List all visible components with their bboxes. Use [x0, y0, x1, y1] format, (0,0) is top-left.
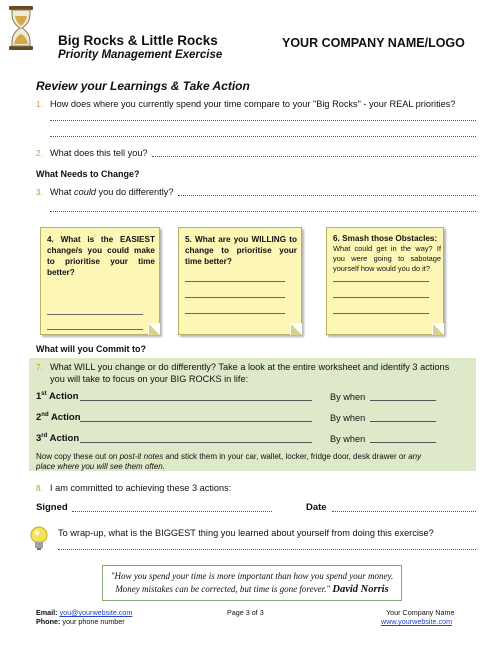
note-text: 5. What are you WILLING to change to prioritise your time better?: [185, 235, 297, 266]
action-row-1: [36, 391, 79, 402]
by-when-label: By when: [330, 413, 366, 423]
question-emphasis: could: [74, 187, 96, 197]
answer-line[interactable]: [47, 329, 143, 330]
quote-line-1: "How you spend your time is more important than how you spend your money.: [110, 571, 394, 581]
question-number: 3.: [36, 188, 43, 197]
by-when-label: By when: [330, 392, 366, 402]
instruction-emphasis: post-it notes: [119, 452, 164, 461]
signature-field[interactable]: [72, 511, 272, 512]
question-8: [36, 483, 231, 493]
action-row-3: [36, 433, 79, 444]
question-number: 1.: [36, 100, 43, 109]
email-label: Email:: [36, 608, 58, 617]
action-ordinal: rd: [41, 433, 48, 439]
question-text: I am committed to achieving these 3 actions:: [50, 483, 232, 493]
note-curl: [291, 324, 302, 335]
quote-author: David Norris: [332, 584, 389, 595]
question-number: 2.: [36, 149, 43, 158]
action-ordinal: nd: [41, 412, 49, 418]
answer-line[interactable]: [178, 195, 476, 196]
answer-line[interactable]: [58, 549, 476, 550]
question-text: What: [50, 187, 74, 197]
page-number: Page 3 of 3: [227, 608, 264, 617]
action-3-field[interactable]: [80, 434, 312, 443]
instruction-emphasis: any: [408, 452, 422, 461]
action-label: Action: [50, 412, 81, 424]
action-1-field[interactable]: [80, 392, 312, 401]
phone-value: your phone number: [62, 617, 125, 626]
hourglass-icon: [8, 6, 34, 50]
question-2: [36, 148, 148, 158]
question-text: How does where you currently spend your time compare to your "Big Rocks" - your REAL priorities?: [50, 99, 456, 109]
answer-line[interactable]: [185, 297, 285, 298]
footer-email: [36, 608, 132, 617]
date-field[interactable]: [332, 511, 476, 512]
sticky-note-willing: [178, 227, 302, 335]
question-7: [36, 362, 449, 372]
signed-label: Signed: [36, 502, 68, 513]
answer-line[interactable]: [333, 313, 429, 314]
action-label: Action: [48, 391, 79, 403]
quote-line-2: [103, 583, 401, 596]
wrapup-question: To wrap-up, what is the BIGGEST thing you learned about yourself from doing this exercise?: [58, 528, 434, 538]
by-when-1-field[interactable]: [370, 392, 436, 401]
company-logo-placeholder: YOUR COMPANY NAME/LOGO: [282, 36, 465, 50]
question-number: 8.: [36, 484, 43, 493]
copy-instructions: [36, 452, 421, 461]
instruction-text: and stick them in your car, wallet, locker, fridge door, desk drawer or: [163, 452, 409, 461]
answer-line[interactable]: [50, 136, 476, 137]
answer-line[interactable]: [333, 281, 429, 282]
answer-line[interactable]: [185, 313, 285, 314]
action-number: 3: [36, 433, 42, 445]
action-2-field[interactable]: [80, 413, 312, 422]
answer-line[interactable]: [333, 297, 429, 298]
action-ordinal: st: [41, 391, 47, 397]
answer-line[interactable]: [50, 120, 476, 121]
note-curl: [433, 324, 444, 335]
answer-line[interactable]: [47, 314, 143, 315]
question-3: [36, 187, 173, 197]
question-text: What does this tell you?: [50, 148, 148, 158]
copy-instructions-continued: place where you will see them often.: [36, 462, 165, 471]
review-heading: Review your Learnings & Take Action: [36, 79, 250, 93]
action-row-2: [36, 412, 81, 423]
note-curl: [149, 324, 160, 335]
note-text: What could get in the way? If you were going to sabotage yourself how would you do it?: [333, 244, 441, 273]
action-number: 1: [36, 391, 42, 403]
by-when-2-field[interactable]: [370, 413, 436, 422]
question-text: you do differently?: [95, 187, 174, 197]
question-1: [36, 99, 456, 109]
question-number: 7.: [36, 363, 43, 372]
by-when-label: By when: [330, 434, 366, 444]
sticky-note-obstacles: [326, 227, 444, 335]
note-text: 4. What is the EASIEST change/s you could make to prioritise your time better?: [47, 235, 155, 277]
website-link[interactable]: www.yourwebsite.com: [381, 617, 453, 626]
commit-heading: What will you Commit to?: [36, 344, 146, 354]
footer-phone: [36, 617, 125, 626]
page-title: Big Rocks & Little Rocks: [58, 33, 218, 48]
footer-company: Your Company Name: [386, 608, 455, 617]
action-label: Action: [49, 433, 80, 445]
note-title: 6. Smash those Obstacles:: [333, 234, 438, 243]
email-link[interactable]: you@yourwebsite.com: [59, 608, 133, 617]
date-label: Date: [306, 502, 327, 513]
page-subtitle: Priority Management Exercise: [58, 49, 223, 61]
change-heading: What Needs to Change?: [36, 169, 140, 179]
by-when-3-field[interactable]: [370, 434, 436, 443]
answer-line[interactable]: [50, 211, 476, 212]
lightbulb-icon: [30, 526, 48, 552]
quote-box: [102, 565, 402, 601]
quote-text: Money mistakes can be corrected, but time is gone forever.": [115, 584, 331, 594]
instruction-text: Now copy these out on: [36, 452, 120, 461]
action-number: 2: [36, 412, 42, 424]
answer-line[interactable]: [152, 156, 476, 157]
question-text: What WILL you change or do differently? Take a look at the entire worksheet and identify 3 actions: [50, 362, 450, 372]
sticky-note-easiest: [40, 227, 160, 335]
phone-label: Phone:: [36, 617, 61, 626]
question-7-continued: you will take to focus on your BIG ROCKS in life:: [50, 374, 249, 384]
answer-line[interactable]: [185, 281, 285, 282]
